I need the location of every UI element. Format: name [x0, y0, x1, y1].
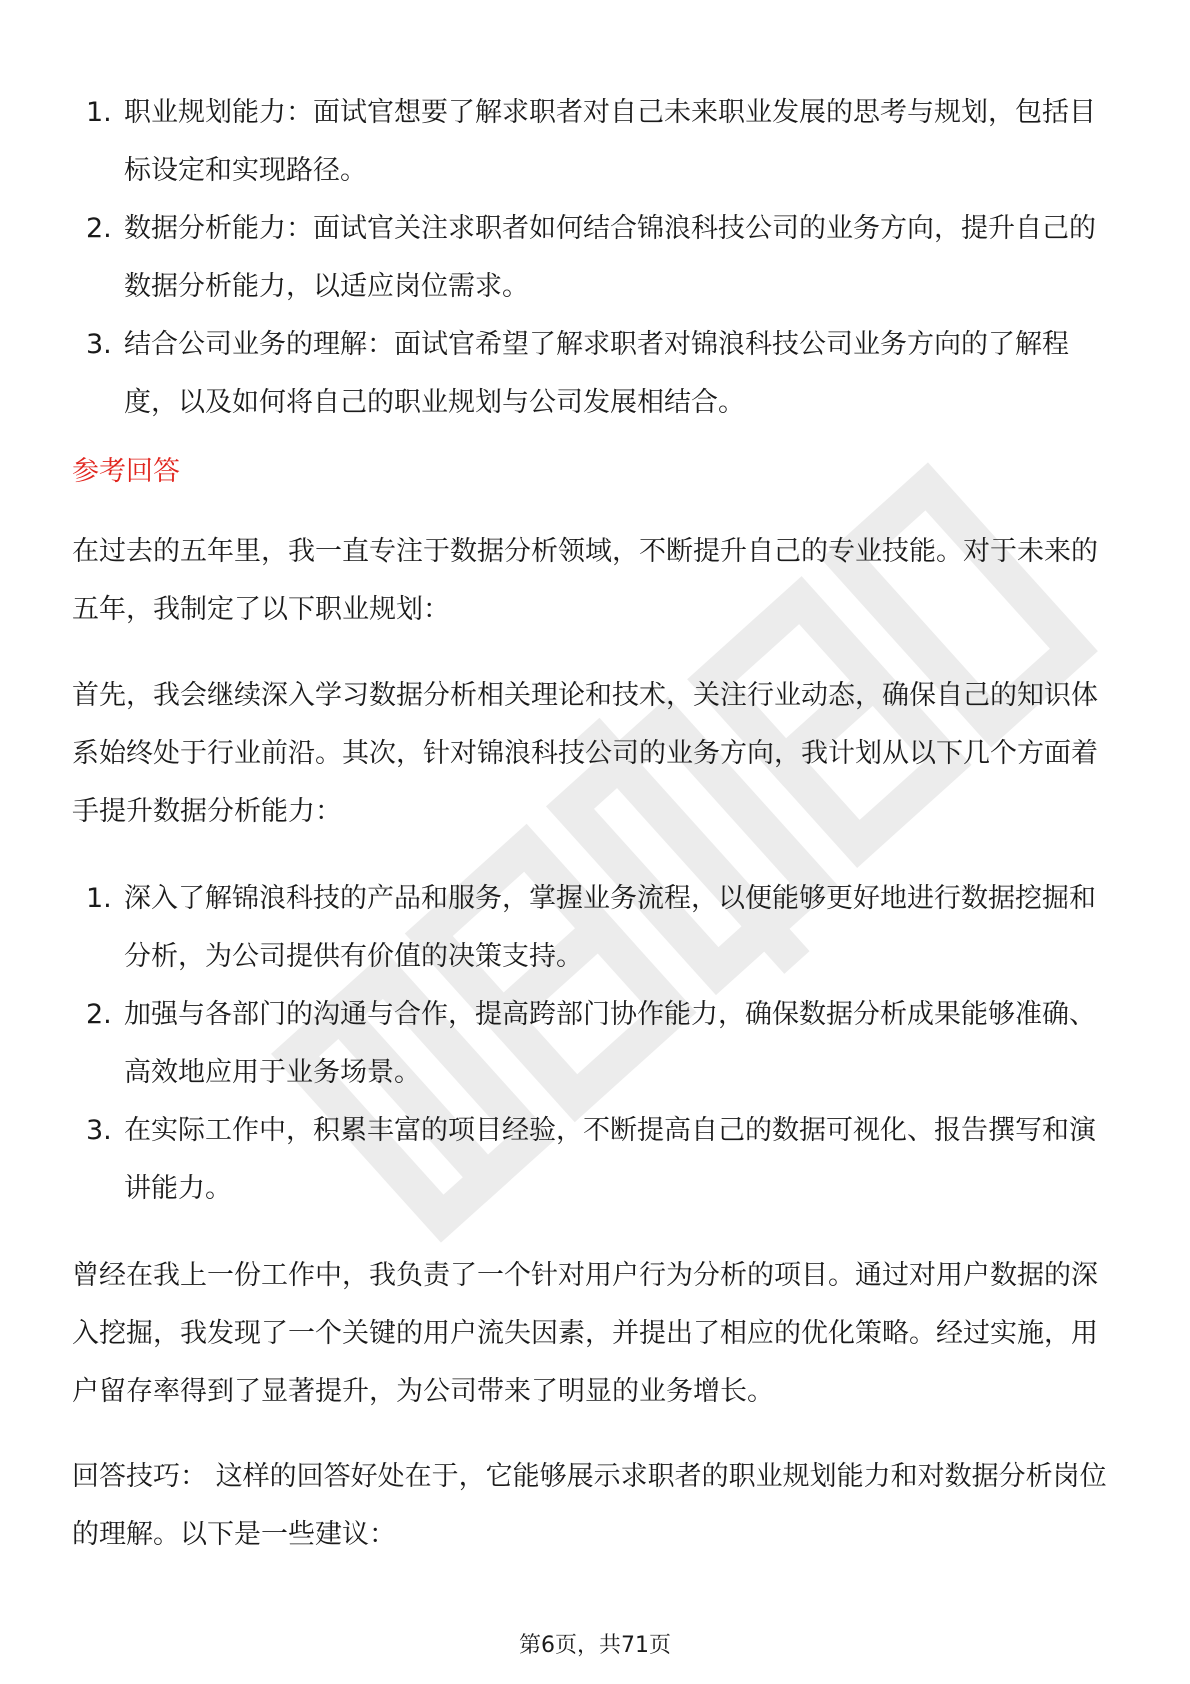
list-item-text: 数据分析能力：面试官关注求职者如何结合锦浪科技公司的业务方向，提升自己的数据分析能力，以适应岗位需求。: [124, 213, 1096, 302]
list-item: [72, 986, 1122, 1102]
list-item-text: 职业规划能力：面试官想要了解求职者对自己未来职业发展的思考与规划，包括目标设定和实现路径。: [124, 97, 1096, 186]
list-item-text: 加强与各部门的沟通与合作，提高跨部门协作能力，确保数据分析成果能够准确、高效地应用于业务场景。: [124, 999, 1096, 1088]
list-number: 3.: [86, 1115, 112, 1146]
plan-list: [72, 870, 1122, 1218]
list-number: 1.: [86, 883, 112, 914]
list-number: 2.: [86, 999, 112, 1030]
list-item: [72, 870, 1122, 986]
list-number: 3.: [86, 329, 112, 360]
list-item: [72, 316, 1122, 432]
list-item: [72, 84, 1122, 200]
list-item: [72, 200, 1122, 316]
list-item-text: 在实际工作中，积累丰富的项目经验，不断提高自己的数据可视化、报告撰写和演讲能力。: [124, 1115, 1096, 1204]
paragraph-tips: 回答技巧： 这样的回答好处在于，它能够展示求职者的职业规划能力和对数据分析岗位的理解。以下是一些建议：: [72, 1461, 1107, 1550]
section-heading: 参考回答: [72, 456, 180, 487]
list-number: 1.: [86, 97, 112, 128]
list-number: 2.: [86, 213, 112, 244]
paragraph-plan: 首先，我会继续深入学习数据分析相关理论和技术，关注行业动态，确保自己的知识体系始终处于行业前沿。其次，针对锦浪科技公司的业务方向，我计划从以下几个方面着手提升数据分析能力：: [72, 680, 1098, 827]
paragraph-intro: 在过去的五年里，我一直专注于数据分析领域，不断提升自己的专业技能。对于未来的五年，我制定了以下职业规划：: [72, 536, 1098, 625]
paragraph-experience: 曾经在我上一份工作中，我负责了一个针对用户行为分析的项目。通过对用户数据的深入挖掘，我发现了一个关键的用户流失因素，并提出了相应的优化策略。经过实施，用户留存率得到了显著提升，为公司带来了明显的业务增长。: [72, 1260, 1098, 1407]
list-item-text: 结合公司业务的理解：面试官希望了解求职者对锦浪科技公司业务方向的了解程度，以及如何将自己的职业规划与公司发展相结合。: [124, 329, 1069, 418]
page-footer: 第6页，共71页: [519, 1633, 671, 1658]
requirements-list: [72, 84, 1122, 432]
list-item: [72, 1102, 1122, 1218]
list-item-text: 深入了解锦浪科技的产品和服务，掌握业务流程，以便能够更好地进行数据挖掘和分析，为公司提供有价值的决策支持。: [124, 883, 1096, 972]
